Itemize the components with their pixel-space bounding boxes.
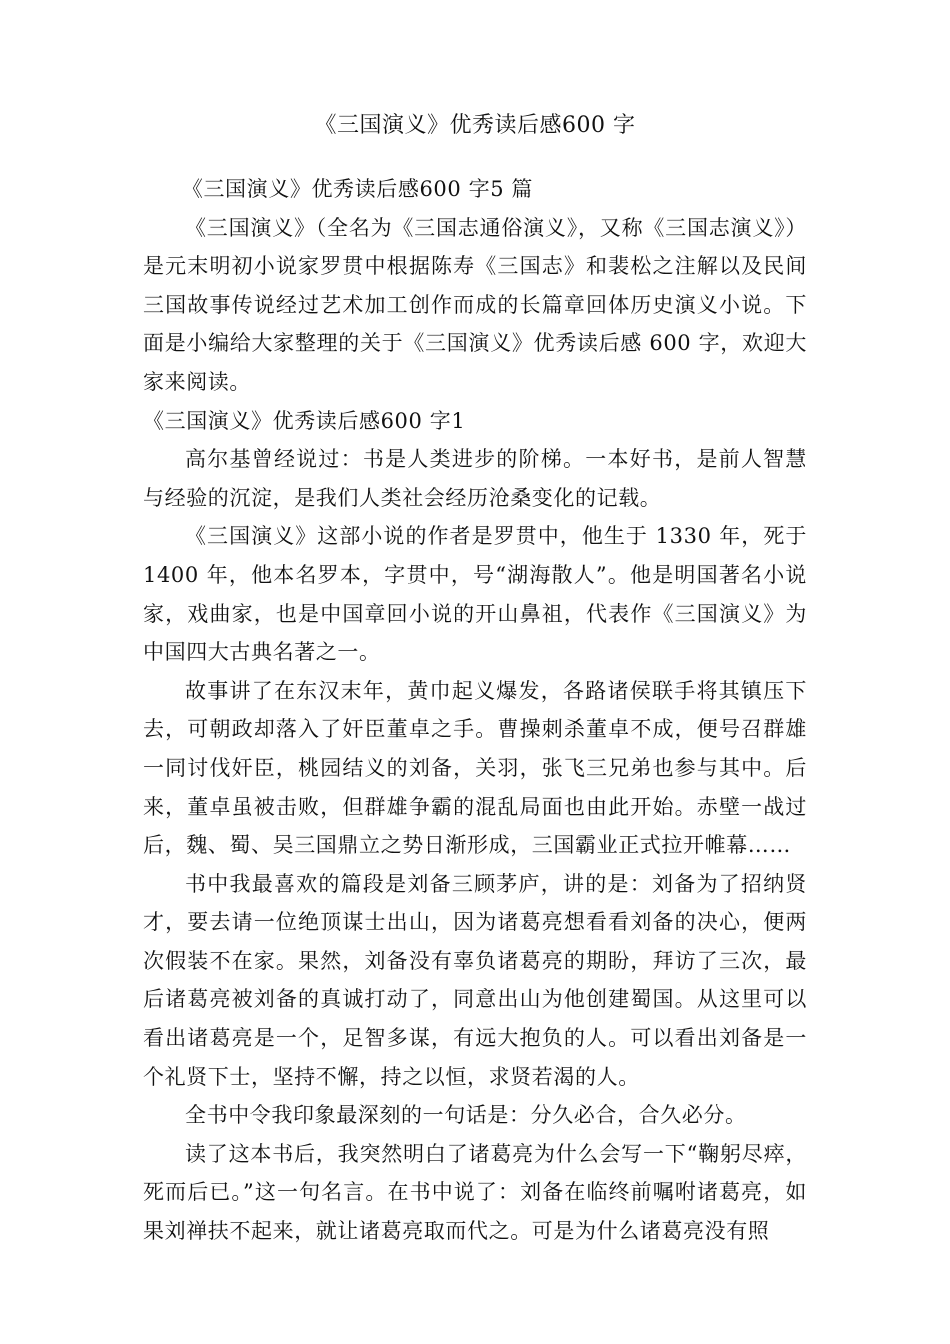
document-body — [143, 170, 807, 1251]
body-paragraph: 故事讲了在东汉末年，黄巾起义爆发，各路诸侯联手将其镇压下去，可朝政却落入了奸臣董卓之手。曹操刺杀董卓不成，便号召群雄一同讨伐奸臣，桃园结义的刘备，关羽，张飞三兄弟也参与其中。后来，董卓虽被击败，但群雄争霸的混乱局面也由此开始。赤壁一战过后，魏、蜀、吴三国鼎立之势日渐形成，三国霸业正式拉开帷幕…… — [143, 678, 807, 858]
body-paragraph: 《三国演义》这部小说的作者是罗贯中，他生于 1330 年，死于1400 年，他本名罗本，字贯中，号“湖海散人”。他是明国著名小说家，戏曲家，也是中国章回小说的开山鼻祖，代表作《三国演义》为中国四大古典名著之一。 — [143, 524, 807, 665]
body-paragraph: 读了这本书后，我突然明白了诸葛亮为什么会写一下“鞠躬尽瘁，死而后已。”这一句名言。在书中说了：刘备在临终前嘱咐诸葛亮，如果刘禅扶不起来，就让诸葛亮取而代之。可是为什么诸葛亮没有照 — [143, 1141, 807, 1244]
section-heading: 《三国演义》优秀读后感600 字1 — [143, 408, 466, 433]
article-subtitle: 《三国演义》优秀读后感600 字5 篇 — [181, 177, 534, 201]
body-paragraph: 高尔基曾经说过：书是人类进步的阶梯。一本好书，是前人智慧与经验的沉淀，是我们人类社会经历沧桑变化的记载。 — [143, 447, 807, 510]
body-paragraph: 全书中令我印象最深刻的一句话是：分久必合，合久必分。 — [185, 1103, 747, 1128]
intro-paragraph: 《三国演义》（全名为《三国志通俗演义》，又称《三国志演义》）是元末明初小说家罗贯中根据陈寿《三国志》和裴松之注解以及民间三国故事传说经过艺术加工创作而成的长篇章回体历史演义小说。下面是小编给大家整理的关于《三国演义》优秀读后感 600 字，欢迎大家来阅读。 — [143, 215, 807, 394]
body-paragraph: 书中我最喜欢的篇段是刘备三顾茅庐，讲的是：刘备为了招纳贤才，要去请一位绝顶谋士出山，因为诸葛亮想看看刘备的决心，便两次假装不在家。果然，刘备没有辜负诸葛亮的期盼，拜访了三次，最后诸葛亮被刘备的真诚打动了，同意出山为他创建蜀国。从这里可以看出诸葛亮是一个，足智多谋，有远大抱负的人。可以看出刘备是一个礼贤下士，坚持不懈，持之以恒，求贤若渴的人。 — [143, 871, 807, 1089]
document-title: 《三国演义》优秀读后感600 字 — [314, 113, 636, 138]
